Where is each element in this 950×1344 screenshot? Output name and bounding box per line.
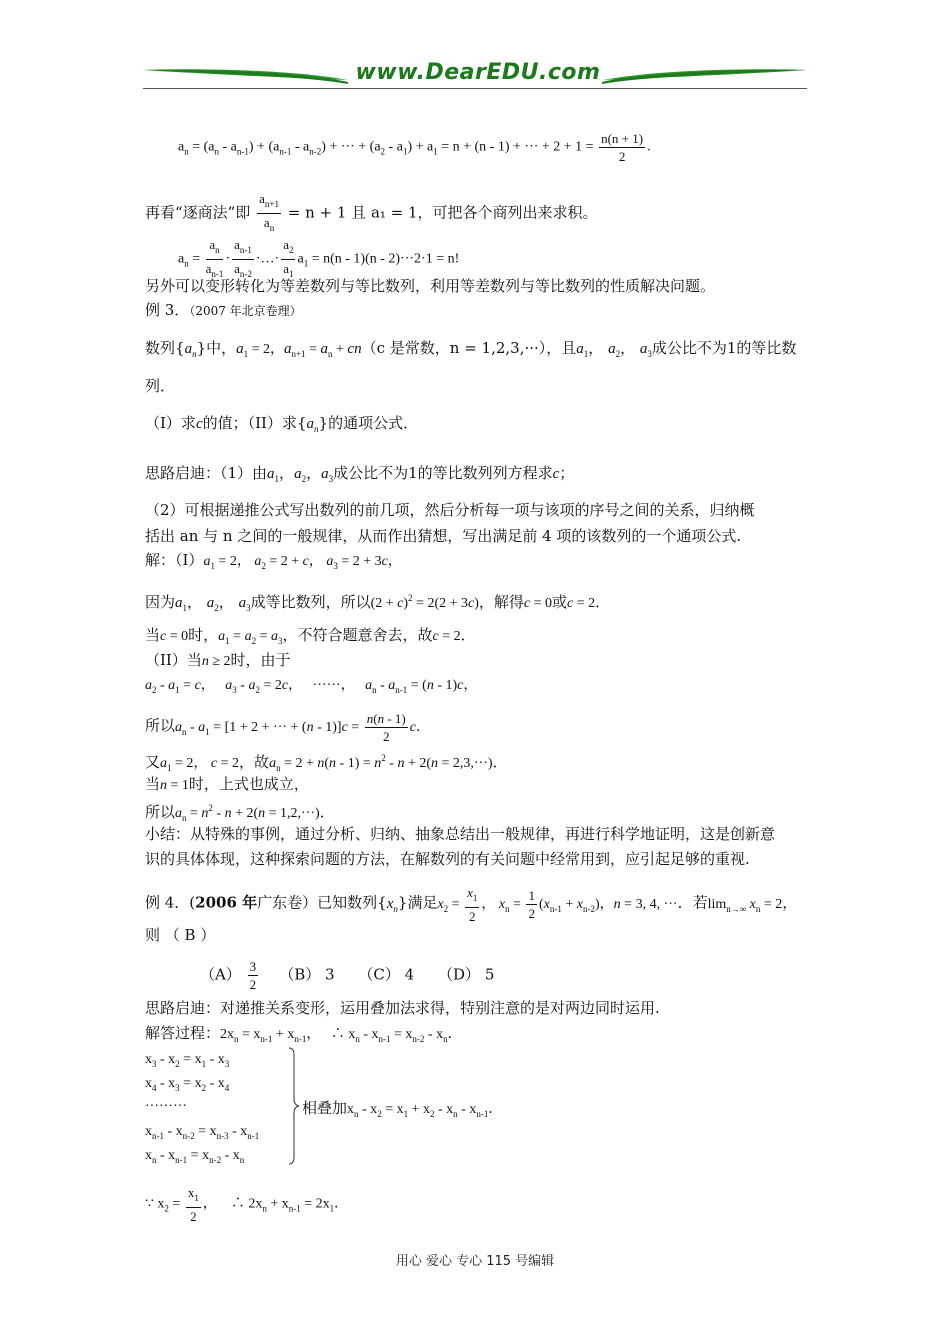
solution-part-2: （II）当n ≥ 2时，由于 <box>145 651 291 669</box>
text-quotient-method: 再看“逐商法”即 $\frac{a_{n+1}}{a_n}$ = n + 1 且 a₁ = 1，可把各个商列出来求积。 <box>145 191 598 233</box>
solution-part-1: 解：$(I)a_1 = 2$， $a_2 = 2 + c$， $a_3 = 2 + 3c$， <box>145 551 402 571</box>
header-rule <box>143 88 807 89</box>
solution-sum: 所以$a_n - a_1 = [1 + 2$ + ··· + (n - 1)]c = $\frac{n(n - 1)}{2}$ c． <box>145 711 430 744</box>
example-3-problem: 数列$\{a_n\}$中，$a_1 = 2$，$a_{n+1} = a_n + cn(c$ 是常数，n = 1,2,3,···），且$a_1$， $a_2$， $a_3$成公比不为1的等比数 <box>145 339 797 359</box>
final-step: ∵ $x_2$ = $\frac{x_1}{2}$ ， ∴ $2x_n + x_{n-1} = 2x_1$． <box>145 1185 349 1224</box>
page-footer: 用心 爱心 专心 115 号编辑 <box>395 1254 555 1269</box>
example-3-questions: （I）求c的值；（II）求$\{a_n\}$的通项公式． <box>145 414 419 434</box>
hint-step-2-cont: 括出 an 与 n 之间的一般规律，从而作出猜想，写出满足前 4 项的该数列的一个通项公式. <box>145 527 742 545</box>
right-brace <box>288 1047 300 1165</box>
example-4-problem: 例 4．(2006 年广东卷）已知数列$\{x_n\}$满足$x_2$ = $\frac{x_1}{2}$ ， $x_n$ = $\frac{1}{2}$ $(x_{n-1} + x_{n-2})$，n = 3, 4, ···．若$\lim_{n\to\infty} x_n = 2$， <box>145 885 798 924</box>
summary-line-2: 识的具体体现，这种探索问题的方法，在解数列的有关问题中经常用到，应引起足够的重视. <box>145 850 750 868</box>
eq-row-2: $x_4 - x_3 = x_2 - x_4$ <box>145 1076 230 1093</box>
example-3-problem-cont: 列． <box>145 377 176 395</box>
formula-telescoping-sum: $a_n = (a_n - a_{n-1}) + (a_{n-1} - a_{n-2})$ + ··· + $(a_2 - a_1) + a_1 = n + (n - 1)$ + ··· + 2 + 1 = $\frac{n(n + 1)}{2}$ . <box>178 131 651 164</box>
hint-step-2: （2）可根据递推公式写出数列的前几项，然后分析每一项与该项的序号之间的关系，归纳概 <box>145 501 755 519</box>
solution-geometric: 因为$a_1$， $a_2$， $a_3$成等比数列，所以$(2 + c)^2 = 2(2 + 3c)$，解得c = 0或c = 2． <box>145 593 611 613</box>
solution-n1-case: 当n = 1时，上式也成立， <box>145 775 309 793</box>
solution-conclusion: 所以$a_n = n^2 - n + 2(n = 1,2,\cdot\cdot\cdot)$． <box>145 803 335 823</box>
option-d: （D） 5 <box>438 965 495 984</box>
hint-step-1: 思路启迪：（1）由$a_1$，$a_2$，$a_3$成公比不为1的等比数列列方程求c； <box>145 464 575 484</box>
eq-row-1: $x_3 - x_2 = x_1 - x_3$ <box>145 1052 230 1069</box>
eq-row-4: $x_n - x_{n-1} = x_{n-2} - x_n$ <box>145 1148 245 1165</box>
solution-case-c0: 当c = 0时，$a_1 = a_2 = a_3$，不符合题意舍去，故c = 2． <box>145 626 476 646</box>
site-logo-text: www.DearEDU.com <box>355 60 601 85</box>
example-4-options <box>200 958 494 993</box>
text-transform-note: 另外可以变形转化为等差数列与等比数列，利用等差数列与等比数列的性质解决问题。 <box>145 277 716 295</box>
solution-differences: $a_2 - a_1 = c$， $a_3 - a_2 = 2c$， ······， $a_n - a_{n-1} = (n - 1)c$， <box>145 678 478 695</box>
eq-row-3: $x_{n-1} - x_{n-2} = x_{n-3} - x_{n-1}$ <box>145 1124 260 1141</box>
option-b: （B） 3 <box>279 965 335 984</box>
example-3-heading: 例 3．（2007 年北京卷理） <box>145 301 302 319</box>
hint-example-4: 思路启迪：对递推关系变形，运用叠加法求得，特别注意的是对两边同时运用. <box>145 999 660 1017</box>
summary-line-1: 小结：从特殊的事例，通过分析、归纳、抽象总结出一般规律，再进行科学地证明，这是创新意 <box>145 825 776 843</box>
solution-general-term: 又$a_1 = 2$， c = 2，故$a_n = 2 + n(n - 1) = n^2 - n + 2(n = 2,3,\cdot\cdot\cdot)$． <box>145 753 508 773</box>
formula-product: $a_n$ = $\frac{a_n}{a_{n-1}}$ · $\frac{a_{n-1}}{a_{n-2}}$ ·…· $\frac{a_2}{a_1}$ $a_1 = n(n - 1)(n - 2)\cdot\cdot\cdot 2\cdot 1 = n$! <box>178 237 460 279</box>
option-a: （A） <box>200 965 241 984</box>
option-c: （C） 4 <box>358 965 415 984</box>
sum-result: 相叠加$x_n - x_2 = x_1 + x_2 - x_n - x_{n-1}$． <box>302 1099 503 1119</box>
example-4-answer: 则 （ B ） <box>145 926 216 944</box>
option-a-value: $\frac{3}{2}$ <box>249 959 257 992</box>
eq-row-ellipsis: ········· <box>145 1099 187 1114</box>
solution-example-4: 解答过程：$2x_n = x_{n-1} + x_{n-1}$， ∴ $x_n - x_{n-1} = x_{n-2} - x_n$． <box>145 1024 462 1044</box>
